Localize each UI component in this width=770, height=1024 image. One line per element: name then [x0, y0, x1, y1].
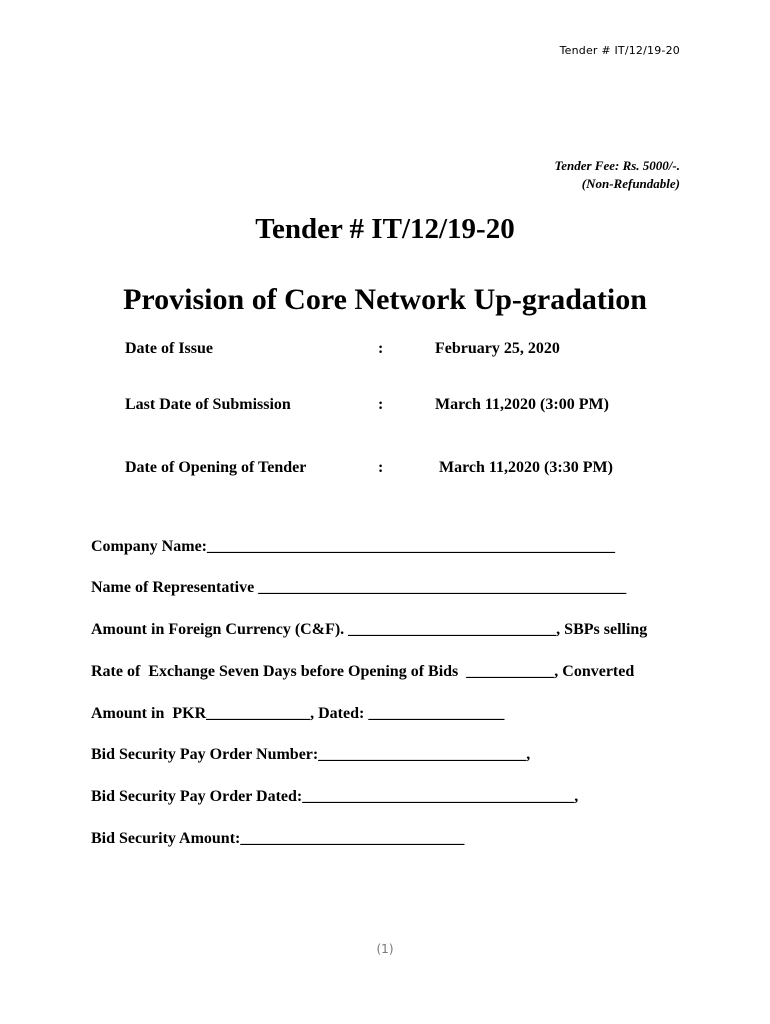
tender-fee-amount: Tender Fee: Rs. 5000/-. — [554, 158, 680, 173]
date-value: March 11,2020 (3:00 PM) — [435, 396, 609, 413]
tender-fee-block — [554, 157, 680, 193]
pay-order-dated-field: Bid Security Pay Order Dated:__________________________________, — [91, 788, 579, 805]
company-name-field: Company Name:___________________________________________________ — [91, 538, 615, 555]
project-title: Provision of Core Network Up-gradation — [123, 283, 647, 316]
foreign-currency-amount-field: Amount in Foreign Currency (C&F). __________________________, SBPs selling — [91, 621, 648, 638]
date-value: February 25, 2020 — [435, 340, 560, 357]
exchange-rate-field: Rate of Exchange Seven Days before Opening of Bids ___________, Converted — [91, 663, 635, 680]
date-separator: : — [378, 459, 384, 476]
date-label: Date of Issue — [125, 340, 213, 357]
tender-fee-note: (Non-Refundable) — [581, 176, 680, 191]
page-number: (1) — [376, 942, 394, 956]
tender-number-title: Tender # IT/12/19-20 — [255, 213, 515, 245]
date-separator: : — [378, 340, 384, 357]
header-tender-reference: Tender # IT/12/19-20 — [559, 44, 680, 57]
date-label: Date of Opening of Tender — [125, 459, 307, 476]
representative-name-field: Name of Representative ______________________________________________ — [91, 579, 627, 596]
pay-order-number-field: Bid Security Pay Order Number:__________________________, — [91, 746, 531, 763]
date-separator: : — [378, 396, 384, 413]
bid-security-amount-field: Bid Security Amount:____________________________ — [91, 830, 465, 847]
pkr-amount-field: Amount in PKR_____________, Dated: _________________ — [91, 705, 505, 722]
date-value: March 11,2020 (3:30 PM) — [435, 459, 613, 476]
date-label: Last Date of Submission — [125, 396, 291, 413]
